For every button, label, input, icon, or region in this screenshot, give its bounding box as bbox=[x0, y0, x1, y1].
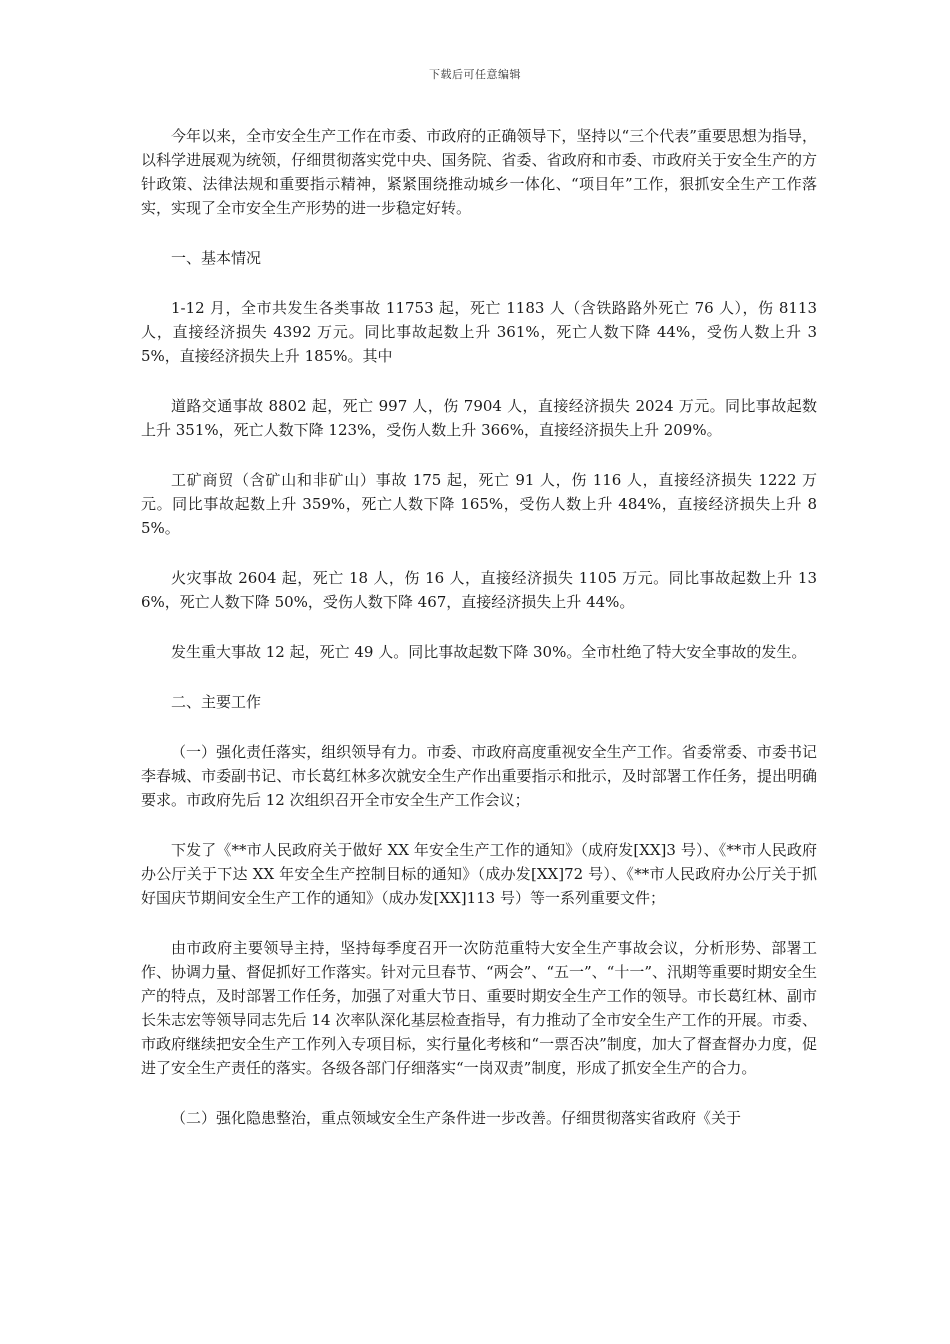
hazard-rectification-paragraph: （二）强化隐患整治，重点领域安全生产条件进一步改善。仔细贯彻落实省政府《关于 bbox=[171, 1109, 742, 1127]
major-accident-paragraph: 发生重大事故 12 起，死亡 49 人。同比事故起数下降 30%。全市杜绝了特大安全事故的发生。 bbox=[171, 643, 807, 661]
section-heading-main-work: 二、主要工作 bbox=[171, 693, 262, 711]
page-header-note: 下载后可任意编辑 bbox=[429, 68, 521, 81]
responsibility-paragraph: （一）强化责任落实，组织领导有力。市委、市政府高度重视安全生产工作。省委常委、市委书记李春城、市委副书记、市长葛红林多次就安全生产作出重要指示和批示，及时部署工作任务，提出明确要求。市政府先后 12 次组织召开全市安全生产工作会议； bbox=[141, 743, 817, 809]
leadership-meetings-paragraph: 由市政府主要领导主持，坚持每季度召开一次防范重特大安全生产事故会议，分析形势、部署工作、协调力量、督促抓好工作落实。针对元旦春节、“两会”、“五一”、“十一”、汛期等重要时期安全生产的特点，及时部署工作任务，加强了对重大节日、重要时期安全生产工作的领导。市长葛红林、副市长朱志宏等领导同志先后 14 次率队深化基层检查指导，有力推动了全市安全生产工作的开展。市委、市政府继续把安全生产工作列入专项目标，实行量化考核和“一票否决”制度，加大了督查督办力度，促进了安全生产责任的落实。各级各部门仔细落实“一岗双责”制度，形成了抓安全生产的合力。 bbox=[141, 939, 818, 1077]
fire-accident-paragraph: 火灾事故 2604 起，死亡 18 人，伤 16 人，直接经济损失 1105 万元。同比事故起数上升 136%，死亡人数下降 50%，受伤人数下降 467，直接经济损失上升 44%。 bbox=[141, 569, 817, 611]
overall-statistics-paragraph: 1-12 月，全市共发生各类事故 11753 起，死亡 1183 人（含铁路路外死亡 76 人），伤 8113 人，直接经济损失 4392 万元。同比事故起数上升 361%，死亡人数下降 44%，受伤人数上升 35%，直接经济损失上升 185%。其中 bbox=[141, 299, 817, 365]
industry-mining-paragraph: 工矿商贸（含矿山和非矿山）事故 175 起，死亡 91 人，伤 116 人，直接经济损失 1222 万元。同比事故起数上升 359%，死亡人数下降 165%，受伤人数上升 484%，直接经济损失上升 85%。 bbox=[141, 471, 817, 537]
intro-paragraph: 今年以来，全市安全生产工作在市委、市政府的正确领导下，坚持以“三个代表”重要思想为指导，以科学进展观为统领，仔细贯彻落实党中央、国务院、省委、省政府和市委、市政府关于安全生产的方针政策、法律法规和重要指示精神，紧紧围绕推动城乡一体化、“项目年”工作，狠抓安全生产工作落实，实现了全市安全生产形势的进一步稳定好转。 bbox=[141, 127, 817, 217]
document-body bbox=[141, 124, 817, 1156]
documents-issued-paragraph: 下发了《**市人民政府关于做好 XX 年安全生产工作的通知》（成府发[XX]3 号）、《**市人民政府办公厅关于下达 XX 年安全生产控制目标的通知》（成办发[XX]72 号）、《**市人民政府办公厅关于抓好国庆节期间安全生产工作的通知》（成办发[XX]113 号）等一系列重要文件； bbox=[141, 841, 817, 907]
section-heading-basic-situation: 一、基本情况 bbox=[171, 249, 262, 267]
road-traffic-paragraph: 道路交通事故 8802 起，死亡 997 人，伤 7904 人，直接经济损失 2024 万元。同比事故起数上升 351%，死亡人数下降 123%，受伤人数上升 366%，直接经济损失上升 209%。 bbox=[141, 397, 817, 439]
